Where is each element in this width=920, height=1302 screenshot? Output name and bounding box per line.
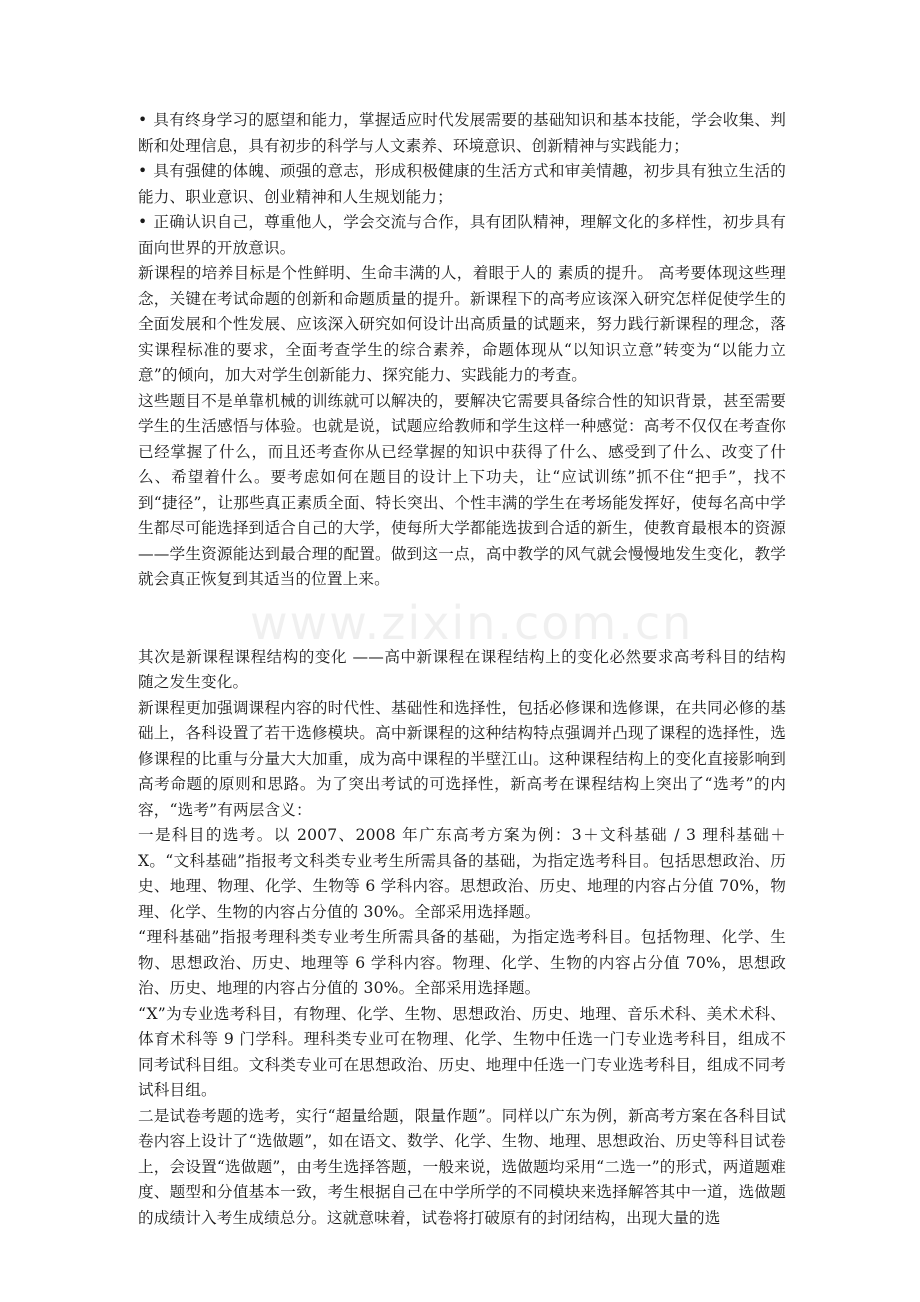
- paragraph: 二是试卷考题的选考，实行“超量给题，限量作题”。同样以广东为例，新高考方案在各科目试卷内容上设计了“选做题”，如在语文、数学、化学、生物、地理、思想政治、历史等科目试卷上，会设置“选做题”，由考生选择答题，一般来说，选做题均采用“二选一”的形式，两道题难度、题型和分值基本一致，考生根据自己在中学所学的不同模块来选择解答其中一道，选做题的成绩计入考生成绩总分。这就意味着，试卷将打破原有的封闭结构，出现大量的选: [138, 1106, 786, 1227]
- paragraph: 新课程更加强调课程内容的时代性、基础性和选择性，包括必修课和选修课，在共同必修的基础上，各科设置了若干选修模块。高中新课程的这种结构特点强调并凸现了课程的选择性，选修课程的比重与分量大大加重，成为高中课程的半壁江山。这种课程结构上的变化直接影响到高考命题的原则和思路。为了突出考试的可选择性，新高考在课程结构上突出了“选考”的内容，“选考”有两层含义：: [138, 698, 786, 819]
- paragraph: 这些题目不是单靠机械的训练就可以解决的，要解决它需要具备综合性的知识背景，甚至需要学生的生活感悟与体验。也就是说，试题应给教师和学生这样一种感觉：高考不仅仅在考查你已经掌握了什么，而且还考查你从已经掌握的知识中获得了什么、感受到了什么、改变了什么、希望着什么。要考虑如何在题目的设计上下功夫，让“应试训练”抓不住“把手”，找不到“捷径”，让那些真正素质全面、特长突出、个性丰满的学生在考场能发挥好，使每名高中学生都尽可能选择到适合自己的大学，使每所大学都能选拔到合适的新生，使教育最根本的资源——学生资源能达到最合理的配置。做到这一点，高中教学的风气就会慢慢地发生变化，教学就会真正恢复到其适当的位置上来。: [138, 391, 786, 588]
- bullet-item: • 正确认识自己，尊重他人，学会交流与合作，具有团队精神，理解文化的多样性，初步具有面向世界的开放意识。: [138, 210, 786, 261]
- watermark: www.zixin.com.cn: [250, 596, 694, 650]
- paragraph: “X”为专业选考科目，有物理、化学、生物、思想政治、历史、地理、音乐术科、美术术科、体育术科等 9 门学科。理科类专业可在物理、化学、生物中任选一门专业选考科目，组成不同考试科目组。文科类专业可在思想政治、历史、地理中任选一门专业选考科目，组成不同考试科目组。: [138, 1004, 786, 1099]
- paragraph: 新课程的培养目标是个性鲜明、生命丰满的人，着眼于人的 素质的提升。 高考要体现这些理念，关键在考试命题的创新和命题质量的提升。新课程下的高考应该深入研究怎样促使学生的全面发展和个性发展、应该深入研究如何设计出高质量的试题来，努力践行新课程的理念，落实课程标准的要求，全面考查学生的综合素养，命题体现从“以知识立意”转变为“以能力立意”的倾向，加大对学生创新能力、探究能力、实践能力的考查。: [138, 264, 786, 384]
- paragraph: “理科基础”指报考理科类专业考生所需具备的基础，为指定选考科目。包括物理、化学、生物、思想政治、历史、地理等 6 学科内容。物理、化学、生物的内容占分值 70%，思想政治、历史、地理的内容占分值的 30%。全部采用选择题。: [138, 928, 786, 997]
- bullet-item: • 具有强健的体魄、顽强的意志，形成积极健康的生活方式和审美情趣，初步具有独立生活的能力、职业意识、创业精神和人生规划能力；: [138, 159, 786, 210]
- document-body: [138, 108, 786, 1231]
- section-spacer: [138, 593, 786, 645]
- section-heading-paragraph: 其次是新课程课程结构的变化 ——高中新课程在课程结构上的变化必然要求高考科目的结构随之发生变化。: [138, 647, 786, 691]
- bullet-item: • 具有终身学习的愿望和能力，掌握适应时代发展需要的基础知识和基本技能，学会收集、判断和处理信息，具有初步的科学与人文素养、环境意识、创新精神与实践能力；: [138, 108, 786, 159]
- paragraph: 一是科目的选考。以 2007、2008 年广东高考方案为例：3＋文科基础 / 3 理科基础＋X。“文科基础”指报考文科类专业考生所需具备的基础，为指定选考科目。包括思想政治、历史、地理、物理、化学、生物等 6 学科内容。思想政治、历史、地理的内容占分值 70%，物理、化学、生物的内容占分值的 30%。全部采用选择题。: [138, 826, 786, 921]
